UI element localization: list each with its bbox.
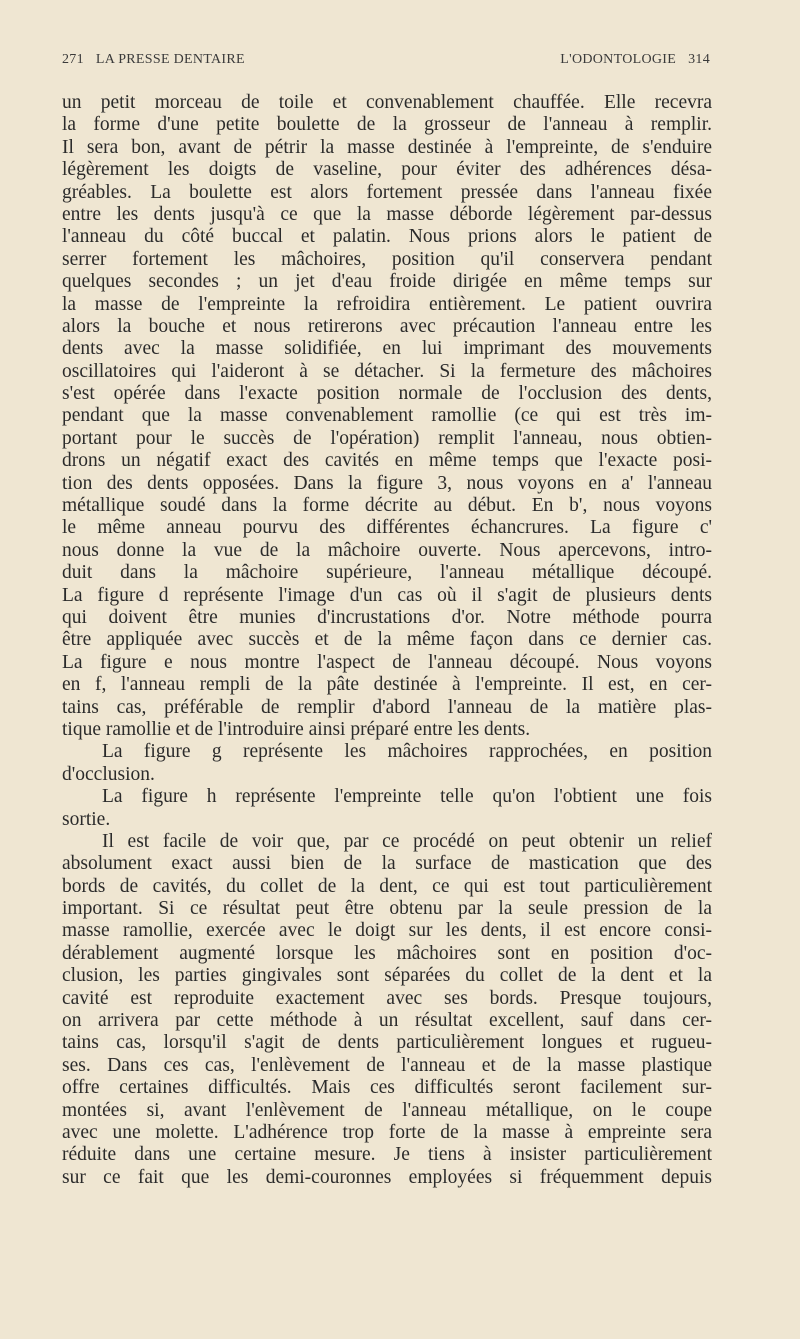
- left-page-number: 271: [62, 52, 84, 67]
- running-head-left: [62, 52, 245, 68]
- journal-title-left: LA PRESSE DENTAIRE: [95, 52, 245, 67]
- text-line: entre les dents jusqu'à ce que la masse déborde légèrement par-dessus: [62, 203, 712, 225]
- text-line: légèrement les doigts de vaseline, pour éviter des adhérences désa-: [62, 159, 712, 181]
- text-line: La figure h représente l'empreinte telle qu'on l'obtient une fois: [102, 786, 712, 808]
- text-line: clusion, les parties gingivales sont séparées du collet de la dent et la: [62, 965, 712, 987]
- text-line: métallique soudé dans la forme décrite au début. En b', nous voyons: [62, 495, 712, 517]
- text-line: drons un négatif exact des cavités en même temps que l'exacte posi-: [62, 450, 712, 472]
- text-line: duit dans la mâchoire supérieure, l'anneau métallique découpé.: [62, 562, 712, 584]
- text-line: réduite dans une certaine mesure. Je tiens à insister particulièrement: [62, 1144, 712, 1166]
- text-line: dents avec la masse solidifiée, en lui imprimant des mouvements: [62, 338, 712, 360]
- text-line: tique ramollie et de l'introduire ainsi préparé entre les dents.: [62, 718, 531, 740]
- text-line: La figure d représente l'image d'un cas où il s'agit de plusieurs dents: [62, 584, 712, 606]
- text-line: cavité est reproduite exactement avec ses bords. Presque toujours,: [62, 987, 712, 1009]
- text-line: oscillatoires qui l'aideront à se détacher. Si la fermeture des mâchoires: [62, 360, 712, 382]
- text-line: s'est opérée dans l'exacte position normale de l'occlusion des dents,: [62, 383, 712, 405]
- text-line: qui doivent être munies d'incrustations d'or. Notre méthode pourra: [62, 606, 712, 628]
- text-line: on arrivera par cette méthode à un résultat excellent, sauf dans cer-: [62, 1010, 712, 1032]
- text-line: sortie.: [62, 808, 111, 830]
- text-line: nous donne la vue de la mâchoire ouverte. Nous apercevons, intro-: [62, 539, 712, 561]
- text-line: tains cas, préférable de remplir d'abord l'anneau de la matière plas-: [62, 696, 712, 718]
- running-head: [62, 52, 710, 70]
- text-line: bords de cavités, du collet de la dent, ce qui est tout particulièrement: [62, 875, 712, 897]
- text-line: d'occlusion.: [62, 763, 155, 785]
- text-line: montées si, avant l'enlèvement de l'anneau métallique, on le coupe: [62, 1099, 712, 1121]
- text-line: Il est facile de voir que, par ce procédé on peut obtenir un relief: [102, 830, 712, 852]
- text-line: être appliquée avec succès et de la même façon dans ce dernier cas.: [62, 629, 712, 651]
- text-line: en f, l'anneau rempli de la pâte destinée à l'empreinte. Il est, en cer-: [62, 674, 712, 696]
- text-line: ses. Dans ces cas, l'enlèvement de l'anneau et de la masse plastique: [62, 1054, 712, 1076]
- text-line: serrer fortement les mâchoires, position qu'il conservera pendant: [62, 248, 712, 270]
- text-line: dérablement augmenté lorsque les mâchoires sont en position d'oc-: [62, 942, 712, 964]
- text-line: gréables. La boulette est alors fortement pressée dans l'anneau fixée: [62, 181, 712, 203]
- text-line: un petit morceau de toile et convenablement chauffée. Elle recevra: [62, 92, 712, 113]
- text-line: avec une molette. L'adhérence trop forte de la masse à empreinte sera: [62, 1121, 712, 1143]
- text-line: sur ce fait que les demi-couronnes employées si fréquemment depuis: [62, 1166, 712, 1188]
- journal-title-right: L'ODONTOLOGIE: [560, 52, 677, 67]
- text-line: offre certaines difficultés. Mais ces difficultés seront facilement sur-: [62, 1077, 712, 1099]
- text-line: quelques secondes ; un jet d'eau froide dirigée en même temps sur: [62, 271, 712, 293]
- text-line: tion des dents opposées. Dans la figure 3, nous voyons en a' l'anneau: [62, 472, 712, 494]
- text-line: l'anneau du côté buccal et palatin. Nous prions alors le patient de: [62, 226, 712, 248]
- text-line: La figure g représente les mâchoires rapprochées, en position: [102, 741, 712, 763]
- text-line: Il sera bon, avant de pétrir la masse destinée à l'empreinte, de s'enduire: [62, 136, 712, 158]
- running-head-right: [560, 52, 710, 68]
- text-line: le même anneau pourvu des différentes échancrures. La figure c': [62, 517, 712, 539]
- text-line: masse ramollie, exercée avec le doigt sur les dents, il est encore consi-: [62, 920, 712, 942]
- text-line: la forme d'une petite boulette de la grosseur de l'anneau à remplir.: [62, 114, 712, 136]
- text-line: alors la bouche et nous retirerons avec précaution l'anneau entre les: [62, 315, 712, 337]
- text-line: tains cas, lorsqu'il s'agit de dents particulièrement longues et rugueu-: [62, 1032, 712, 1054]
- body-text: [62, 92, 712, 1189]
- text-line: absolument exact aussi bien de la surface de mastication que des: [62, 853, 712, 875]
- text-line: portant pour le succès de l'opération) remplit l'anneau, nous obtien-: [62, 427, 712, 449]
- text-line: la masse de l'empreinte la refroidira entièrement. Le patient ouvrira: [62, 293, 712, 315]
- text-line: pendant que la masse convenablement ramollie (ce qui est très im-: [62, 405, 712, 427]
- right-page-number: 314: [688, 52, 710, 67]
- text-line: important. Si ce résultat peut être obtenu par la seule pression de la: [62, 898, 712, 920]
- text-line: La figure e nous montre l'aspect de l'anneau découpé. Nous voyons: [62, 651, 712, 673]
